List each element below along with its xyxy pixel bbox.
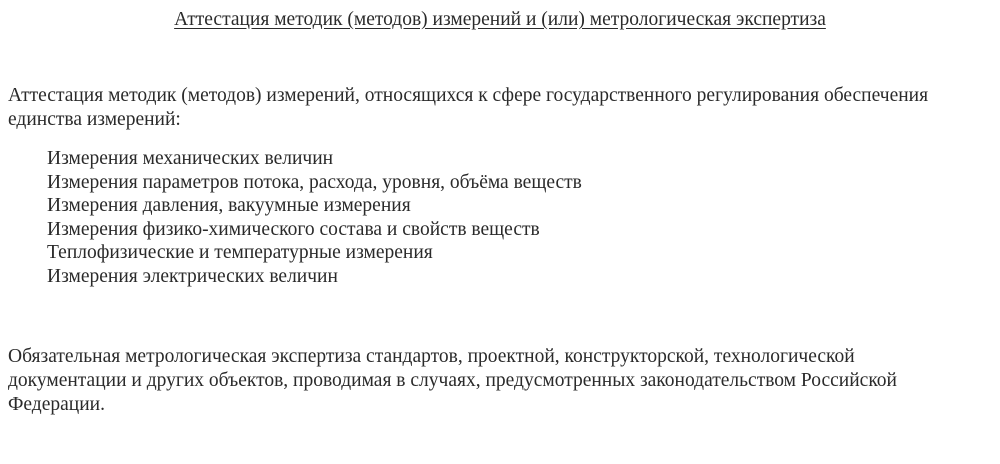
document-title: Аттестация методик (методов) измерений и (или) метрологическая экспертиза xyxy=(174,9,826,30)
list-item: Теплофизические и температурные измерения xyxy=(47,242,433,263)
measurement-types-list xyxy=(47,147,582,288)
intro-paragraph: Аттестация методик (методов) измерений, относящихся к сфере государственного регулирования обеспечения единства измерений: xyxy=(8,85,929,130)
list-item: Измерения давления, вакуумные измерения xyxy=(47,195,411,216)
list-item: Измерения электрических величин xyxy=(47,265,338,287)
list-item: Измерения параметров потока, расхода, уровня, объёма веществ xyxy=(47,171,582,193)
list-item: Измерения механических величин xyxy=(47,148,334,169)
expertise-paragraph: Обязательная метрологическая экспертиза стандартов, проектной, конструкторской, технологической документации и других объектов, проводимая в случаях, предусмотренных законодательством Российской Федерации. xyxy=(8,346,897,415)
list-item: Измерения физико-химического состава и свойств веществ xyxy=(47,218,540,240)
